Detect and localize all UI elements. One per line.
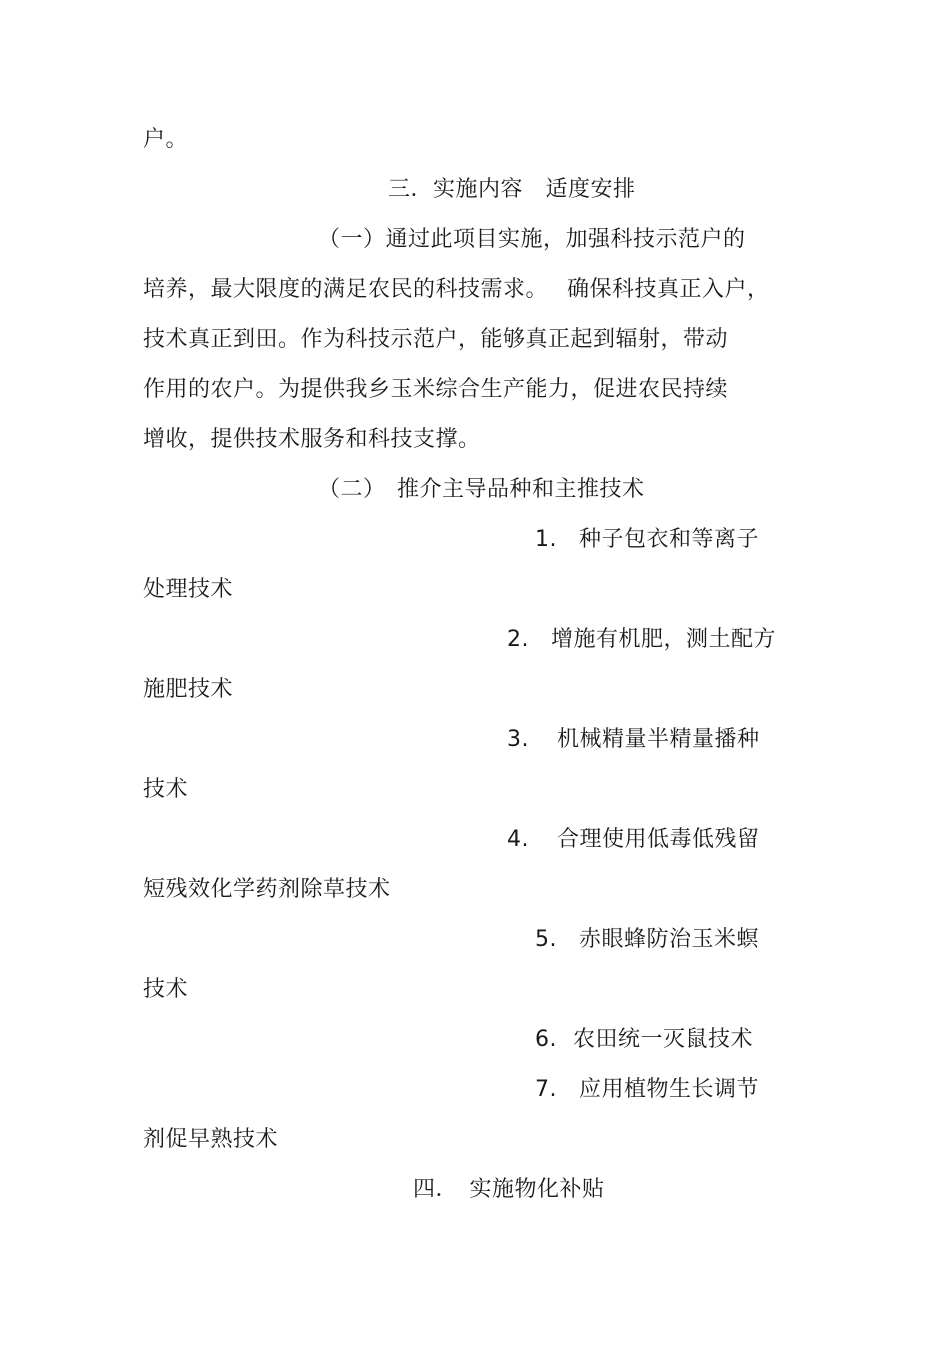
paragraph-line: 作用的农户。为提供我乡玉米综合生产能力，促进农民持续	[143, 377, 729, 402]
list-item-number: 6.	[535, 1027, 557, 1052]
list-item-number: 7.	[535, 1077, 557, 1102]
list-item-text: 应用植物生长调节	[579, 1077, 760, 1102]
list-item-number: 5.	[535, 927, 557, 952]
subsection-heading-two: （二） 推介主导品种和主推技术	[318, 477, 645, 502]
paragraph-line: 增收，提供技术服务和科技支撑。	[143, 427, 481, 452]
list-item-number: 3.	[507, 727, 529, 752]
list-item-continuation: 技术	[143, 777, 189, 802]
list-item	[535, 525, 759, 555]
list-item-continuation: 技术	[143, 977, 189, 1002]
list-item	[535, 925, 759, 955]
list-item-continuation: 短残效化学药剂除草技术	[143, 877, 391, 902]
list-item-number: 1.	[535, 527, 557, 552]
list-item-text: 合理使用低毒低残留	[557, 827, 760, 852]
list-item	[507, 825, 760, 855]
paragraph-line: 户。	[143, 127, 189, 152]
list-item-text: 机械精量半精量播种	[557, 727, 760, 752]
list-item-continuation: 施肥技术	[143, 677, 234, 702]
list-item-number: 2.	[507, 627, 529, 652]
paragraph-line: （一）通过此项目实施，加强科技示范户的	[318, 227, 746, 252]
list-item-continuation: 剂促早熟技术	[143, 1127, 279, 1152]
list-item-text: 增施有机肥，测土配方	[551, 627, 777, 652]
list-item-number: 4.	[507, 827, 529, 852]
section-heading-four: 四． 实施物化补贴	[413, 1177, 605, 1202]
paragraph-line: 技术真正到田。作为科技示范户，能够真正起到辐射，带动	[143, 327, 729, 352]
list-item-continuation: 处理技术	[143, 577, 234, 602]
list-item-text: 种子包衣和等离子	[579, 527, 760, 552]
list-item-text: 赤眼蜂防治玉米螟	[579, 927, 760, 952]
list-item	[507, 625, 776, 655]
list-item	[535, 1075, 759, 1105]
list-item	[507, 725, 760, 755]
paragraph-line: 培养，最大限度的满足农民的科技需求。 确保科技真正入户，	[143, 277, 770, 302]
list-item-text: 农田统一灭鼠技术	[573, 1027, 754, 1052]
list-item	[535, 1025, 753, 1055]
section-heading-three: 三．实施内容 适度安排	[388, 177, 636, 202]
